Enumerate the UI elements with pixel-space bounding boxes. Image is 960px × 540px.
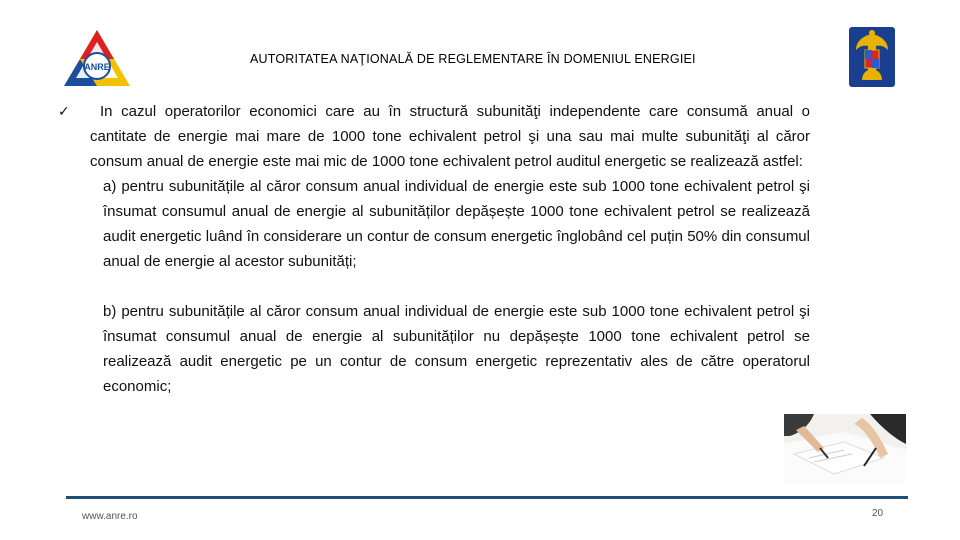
main-content: [58, 99, 810, 399]
footer-divider: [66, 496, 908, 499]
item-b-paragraph: b) pentru subunitățile al căror consum anual individual de energie este sub 1000 tone echivalent petrol şi însumat consumul anual de energie al subunităților nu depășește 1000 tone echivalent petrol se realizează audit energetic pe un contur de consum energetic reprezentativ ales de către operatorul economic;: [103, 303, 810, 395]
anre-logo: [62, 28, 132, 88]
logo-text: ANRE: [84, 62, 110, 72]
footer-url: www.anre.ro: [82, 511, 138, 522]
intro-paragraph: In cazul operatorilor economici care au în structură subunităţi independente care consumă anual o cantitate de energie mai mare de 1000 tone echivalent petrol şi una sau mai multe subunităţi al căror consum anual de energie este mai mic de 1000 tone echivalent petrol auditul energetic se realizează astfel:: [90, 103, 810, 170]
coat-of-arms-icon: [848, 26, 896, 88]
page-number: 20: [872, 508, 884, 519]
item-a-paragraph: a) pentru subunitățile al căror consum anual individual de energie este sub 1000 tone echivalent petrol şi însumat consumul anual de energie al subunităților depășește 1000 tone echivalent petrol se realizează audit energetic luând în considerare un contur de consum energetic înglobând cel puțin 50% din consumul anual de energie al acestor subunități;: [103, 178, 810, 270]
check-bullet-icon: ✓: [58, 103, 70, 119]
page-title: AUTORITATEA NAŢIONALĂ DE REGLEMENTARE ÎN DOMENIUL ENERGIEI: [250, 52, 696, 66]
signing-documents-image: [784, 414, 906, 484]
